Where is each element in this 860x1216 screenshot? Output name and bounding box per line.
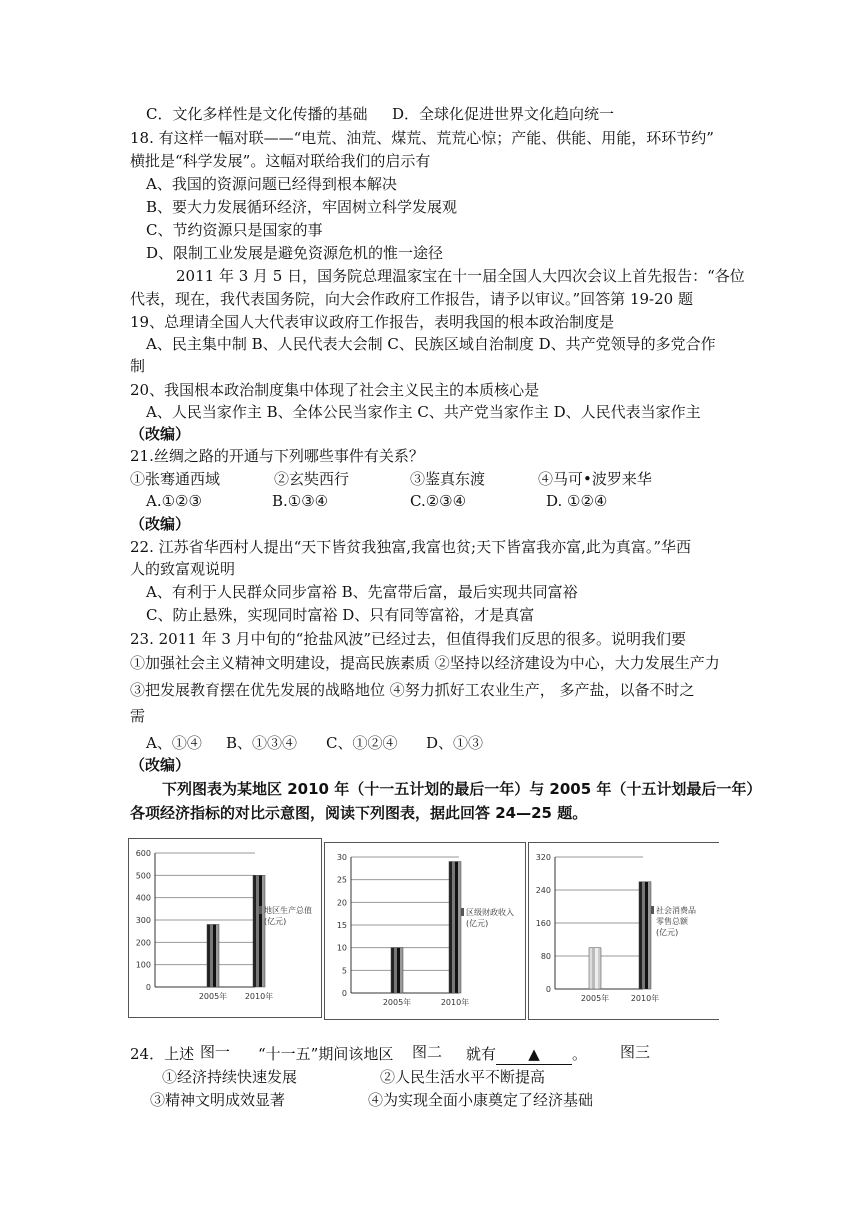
bar-stripe: [455, 862, 458, 993]
q21-item-2: ②玄奘西行: [274, 470, 350, 488]
bar-stripe: [259, 875, 262, 987]
bar-stripe: [589, 948, 592, 989]
y-tick-label: 0: [545, 985, 551, 994]
bar-stripe: [595, 948, 598, 989]
q23-line3: 需: [130, 707, 146, 725]
legend-label: 零售总额: [656, 917, 688, 926]
legend-swatch: [259, 906, 262, 914]
q24-stem-pre: 24．上述: [130, 1045, 195, 1063]
intro-line1: 下列图表为某地区 2010 年（十一五计划的最后一年）与 2005 年（十五计划最后一年）: [162, 780, 762, 798]
y-tick-label: 30: [336, 853, 347, 862]
q23-option-b: B、①③④: [226, 734, 298, 752]
q24-post-end: 。: [572, 1045, 588, 1063]
q22-stem-line1: 22. 江苏省华西村人提出“天下皆贫我独富,我富也贫;天下皆富我亦富,此为真富。”华西: [130, 538, 692, 556]
y-tick-label: 5: [341, 966, 347, 976]
q18-stem-line1: 18. 有这样一幅对联——“电荒、油荒、煤荒、荒荒心惊；产能、供能、用能，环环节约”: [130, 129, 714, 147]
x-category-label: 2005年: [580, 994, 610, 1003]
q23-line2: ③把发展教育摆在优先发展的战略地位 ④努力抓好工农业生产， 多产盐，以备不时之: [130, 681, 695, 699]
bar-stripe: [213, 924, 216, 987]
bar: [589, 948, 601, 989]
q23-line1: ①加强社会主义精神文明建设，提高民族素质 ②坚持以经济建设为中心，大力发展生产力: [130, 654, 720, 672]
bar-stripe: [262, 875, 265, 987]
legend-label: 区级财政收入: [466, 908, 514, 917]
q23-option-c: C、①②④: [326, 734, 398, 752]
y-tick-label: 80: [540, 952, 551, 961]
q23-option-d: D、①③: [426, 734, 484, 752]
bar-stripe: [639, 882, 642, 989]
bar-stripe: [458, 862, 461, 993]
y-tick-label: 0: [145, 983, 151, 992]
q21-item-4: ④马可•波罗来华: [538, 470, 652, 488]
bar: [449, 862, 461, 993]
q18-option-c: C、节约资源只是国家的事: [146, 221, 323, 239]
q17-option-d: D．全球化促进世界文化趋向统一: [392, 105, 615, 123]
y-tick-label: 100: [135, 960, 151, 970]
bar-stripe: [210, 924, 213, 987]
bar-stripe: [207, 924, 210, 987]
adapted-tag-1: （改编）: [130, 425, 191, 443]
q18-option-b: B、要大力发展循环经济，牢固树立科学发展观: [146, 198, 458, 216]
q24-post-text: 就有: [466, 1045, 497, 1063]
q21-item-1: ①张骞通西域: [130, 470, 221, 488]
y-tick-label: 320: [535, 853, 551, 862]
q23-option-a: A、①④: [146, 734, 202, 752]
y-tick-label: 25: [336, 875, 347, 885]
legend-label: (亿元): [466, 919, 489, 928]
figure-label-1: 图一: [196, 1042, 234, 1062]
q24-option-3: ③精神文明成效显著: [150, 1091, 286, 1109]
bar-stripe: [452, 862, 455, 993]
q24-option-2: ②人民生活水平不断提高: [380, 1068, 546, 1086]
q18-option-d: D、限制工业发展是避免资源危机的惟一途径: [146, 244, 444, 262]
q17-option-c: C．文化多样性是文化传播的基础: [146, 105, 368, 123]
q21-option-b: B.①③④: [272, 492, 329, 510]
figure-label-2: 图二: [408, 1042, 446, 1062]
intro-line2: 各项经济指标的对比示意图，阅读下列图表，据此回答 24—25 题。: [130, 804, 588, 822]
bar-stripe: [391, 948, 394, 993]
chart-gdp-svg: [129, 839, 321, 1017]
bar-stripe: [642, 882, 645, 989]
y-tick-label: 10: [336, 943, 347, 953]
y-tick-label: 500: [135, 871, 151, 881]
y-tick-label: 160: [535, 919, 551, 928]
x-category-label: 2005年: [382, 998, 412, 1007]
chart-gdp: [128, 838, 322, 1018]
bar-stripe: [216, 924, 219, 987]
q24-option-4: ④为实现全面小康奠定了经济基础: [368, 1091, 594, 1109]
bar-stripe: [648, 882, 651, 989]
y-tick-label: 20: [336, 898, 347, 908]
x-category-label: 2010年: [244, 992, 274, 1001]
q21-stem: 21.丝绸之路的开通与下列哪些事件有关系？: [130, 447, 424, 465]
x-category-label: 2010年: [440, 998, 470, 1007]
q22-stem-line2: 人的致富观说明: [130, 560, 236, 578]
chart-retail-sales: [528, 842, 719, 1020]
q20-options: A、人民当家作主 B、全体公民当家作主 C、共产党当家作主 D、人民代表当家作主: [146, 403, 701, 421]
q22-options-ab: A、有利于人民群众同步富裕 B、先富带后富，最后实现共同富裕: [146, 583, 578, 601]
q24-answer-blank[interactable]: ▲: [496, 1044, 572, 1065]
legend-swatch: [651, 906, 654, 914]
y-tick-label: 200: [135, 938, 151, 948]
legend-label: 地区生产总值: [264, 906, 312, 915]
bar-stripe: [598, 948, 601, 989]
legend-label: (亿元): [264, 917, 287, 926]
y-tick-label: 300: [135, 916, 151, 925]
legend-swatch: [461, 908, 464, 916]
bar-stripe: [592, 948, 595, 989]
bar: [253, 875, 265, 987]
chart-fiscal-revenue-svg: [325, 843, 525, 1019]
bar-stripe: [394, 948, 397, 993]
x-category-label: 2010年: [630, 994, 660, 1003]
y-tick-label: 400: [135, 893, 151, 903]
legend-label: 社会消费品: [656, 906, 696, 915]
y-tick-label: 240: [535, 886, 551, 895]
y-tick-label: 600: [135, 849, 151, 858]
q23-stem: 23. 2011 年 3 月中旬的“抢盐风波”已经过去，但值得我们反思的很多。说明我们要: [130, 630, 686, 648]
q19-options-wrap: 制: [130, 357, 146, 375]
bar-stripe: [400, 948, 403, 993]
bar: [391, 948, 403, 993]
bar-stripe: [397, 948, 400, 993]
bar-stripe: [253, 875, 256, 987]
bar-stripe: [256, 875, 259, 987]
passage-line2: 代表，现在，我代表国务院，向大会作政府工作报告，请予以审议。”回答第 19-20 题: [130, 290, 693, 308]
q21-option-d: D. ①②④: [546, 492, 608, 510]
q24-stem-post: [466, 1044, 587, 1065]
figure-label-3: 图三: [616, 1042, 654, 1062]
bar-stripe: [645, 882, 648, 989]
bar: [207, 924, 219, 987]
q18-stem-line2: 横批是“科学发展”。这幅对联给我们的启示有: [130, 152, 431, 170]
q19-options: A、民主集中制 B、人民代表大会制 C、民族区域自治制度 D、共产党领导的多党合作: [146, 335, 716, 353]
y-tick-label: 0: [341, 989, 347, 998]
chart-fiscal-revenue: [324, 842, 526, 1020]
x-category-label: 2005年: [198, 992, 228, 1001]
q20-stem: 20、我国根本政治制度集中体现了社会主义民主的本质核心是: [130, 381, 540, 399]
q21-item-3: ③鉴真东渡: [410, 470, 486, 488]
q19-stem: 19、总理请全国人大代表审议政府工作报告，表明我国的根本政治制度是: [130, 313, 615, 331]
legend-label: (亿元): [656, 928, 679, 937]
y-tick-label: 15: [336, 921, 347, 930]
bar: [639, 882, 651, 989]
passage-line1: 2011 年 3 月 5 日，国务院总理温家宝在十一届全国人大四次会议上首先报告：“各位: [176, 267, 745, 285]
chart-retail-sales-svg: [529, 843, 719, 1019]
q22-options-cd: C、防止悬殊，实现同时富裕 D、只有同等富裕，才是真富: [146, 606, 535, 624]
q21-option-a: A.①②③: [146, 492, 202, 510]
adapted-tag-2: （改编）: [130, 515, 191, 533]
q24-option-1: ①经济持续快速发展: [162, 1068, 298, 1086]
bar-stripe: [449, 862, 452, 993]
adapted-tag-3: （改编）: [130, 756, 191, 774]
q24-stem-mid: “十一五”期间该地区: [258, 1045, 394, 1063]
q21-option-c: C.②③④: [410, 492, 467, 510]
q18-option-a: A、我国的资源问题已经得到根本解决: [146, 175, 397, 193]
